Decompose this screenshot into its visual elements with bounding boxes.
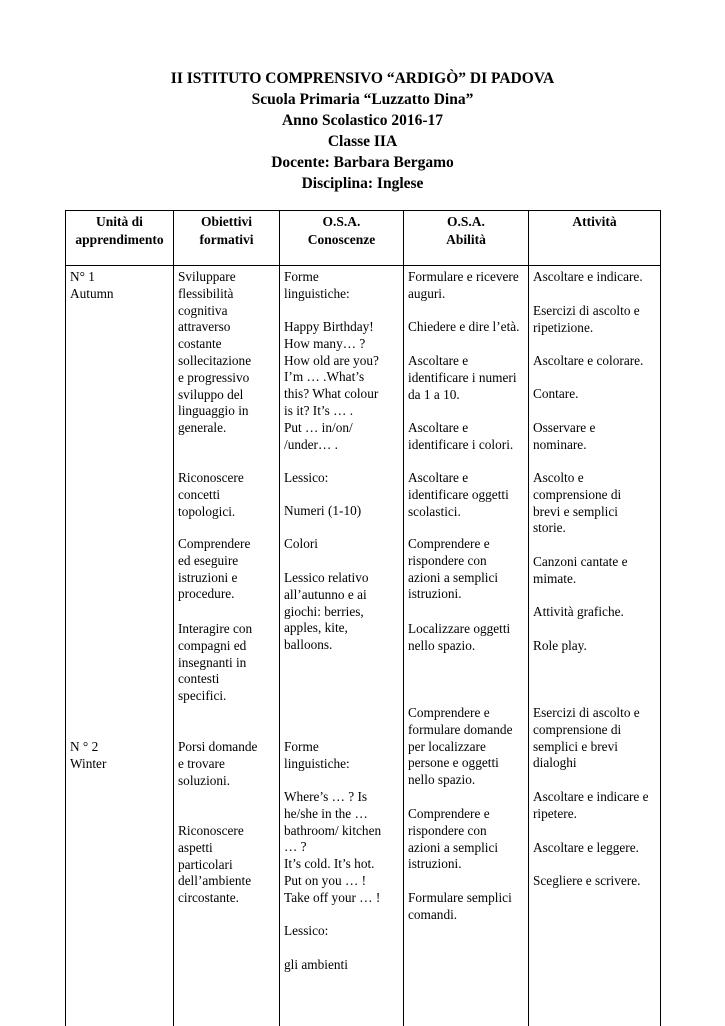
curriculum-table <box>65 210 661 1026</box>
knowledge-cell <box>280 266 404 1026</box>
objective-item: Riconoscere aspetti particolari dell’ambiente circostante. <box>178 823 277 907</box>
activities-cell <box>529 266 661 1026</box>
school-year: Anno Scolastico 2016-17 <box>0 110 725 131</box>
col-header-unit: Unità di apprendimento <box>66 211 174 266</box>
activity-item: Attività grafiche. <box>533 604 658 621</box>
objective-item: Comprendere ed eseguire istruzioni e procedure. <box>178 536 277 603</box>
activity-item: Ascolto e comprensione di brevi e semplici storie. <box>533 470 658 537</box>
knowledge-item: Numeri (1-10) <box>284 503 401 520</box>
knowledge-item: Lessico: <box>284 923 401 940</box>
skill-item: Localizzare oggetti nello spazio. <box>408 621 526 655</box>
objective-item: Sviluppare flessibilità cognitiva attraverso costante sollecitazione e progressivo sviluppo del linguaggio in generale. <box>178 269 277 437</box>
knowledge-item: Forme linguistiche: <box>284 269 401 303</box>
knowledge-item: Lessico: <box>284 470 401 487</box>
knowledge-item: Happy Birthday! How many… ? How old are you? I’m … .What’s this? What colour is it? It’s … . Put … in/on/ /under… . <box>284 319 401 453</box>
col-header-knowledge: O.S.A. Conoscenze <box>280 211 404 266</box>
knowledge-item: Forme linguistiche: <box>284 739 401 773</box>
subject-name: Disciplina: Inglese <box>0 173 725 194</box>
objectives-cell <box>174 266 280 1026</box>
unit-autumn: N° 1 Autumn <box>70 269 171 303</box>
activity-item: Esercizi di ascolto e comprensione di semplici e brevi dialoghi <box>533 705 658 772</box>
knowledge-item: Lessico relativo all’autunno e ai giochi: berries, apples, kite, balloons. <box>284 570 401 654</box>
table-row <box>66 266 661 1026</box>
teacher-name: Docente: Barbara Bergamo <box>0 152 725 173</box>
col-header-skills: O.S.A. Abilità <box>404 211 529 266</box>
unit-cell <box>66 266 174 1026</box>
skill-item: Comprendere e rispondere con azioni a semplici istruzioni. <box>408 536 526 603</box>
school-name: II ISTITUTO COMPRENSIVO “ARDIGÒ” DI PADOVA <box>0 68 725 89</box>
activity-item: Scegliere e scrivere. <box>533 873 658 890</box>
activity-item: Role play. <box>533 638 658 655</box>
objective-item: Interagire con compagni ed insegnanti in contesti specifici. <box>178 621 277 705</box>
table-header-row <box>66 211 661 266</box>
skill-item: Comprendere e formulare domande per localizzare persone e oggetti nello spazio. <box>408 705 526 789</box>
skills-cell <box>404 266 529 1026</box>
skill-item: Formulare semplici comandi. <box>408 890 526 924</box>
skill-item: Ascoltare e identificare oggetti scolastici. <box>408 470 526 520</box>
knowledge-item: Where’s … ? Is he/she in the … bathroom/ kitchen … ? It’s cold. It’s hot. Put on you … ! Take off your … ! <box>284 789 401 907</box>
activity-item: Ascoltare e leggere. <box>533 840 658 857</box>
skill-item: Comprendere e rispondere con azioni a semplici istruzioni. <box>408 806 526 873</box>
col-header-objectives: Obiettivi formativi <box>174 211 280 266</box>
objective-item: Riconoscere concetti topologici. <box>178 470 277 520</box>
activity-item: Osservare e nominare. <box>533 420 658 454</box>
activity-item: Esercizi di ascolto e ripetizione. <box>533 303 658 337</box>
school-section: Scuola Primaria “Luzzatto Dina” <box>0 89 725 110</box>
skill-item: Ascoltare e identificare i colori. <box>408 420 526 454</box>
knowledge-item: Colori <box>284 536 401 553</box>
skill-item: Chiedere e dire l’età. <box>408 319 526 336</box>
objective-item: Porsi domande e trovare soluzioni. <box>178 739 277 789</box>
document-header <box>0 68 725 194</box>
activity-item: Ascoltare e indicare. <box>533 269 658 286</box>
skill-item: Ascoltare e identificare i numeri da 1 a 10. <box>408 353 526 403</box>
activity-item: Contare. <box>533 386 658 403</box>
col-header-activities: Attività <box>529 211 661 266</box>
knowledge-item: gli ambienti <box>284 957 401 974</box>
activity-item: Canzoni cantate e mimate. <box>533 554 658 588</box>
activity-item: Ascoltare e indicare e ripetere. <box>533 789 658 823</box>
skill-item: Formulare e ricevere auguri. <box>408 269 526 303</box>
class-name: Classe IIA <box>0 131 725 152</box>
unit-winter: N ° 2 Winter <box>70 739 171 773</box>
activity-item: Ascoltare e colorare. <box>533 353 658 370</box>
